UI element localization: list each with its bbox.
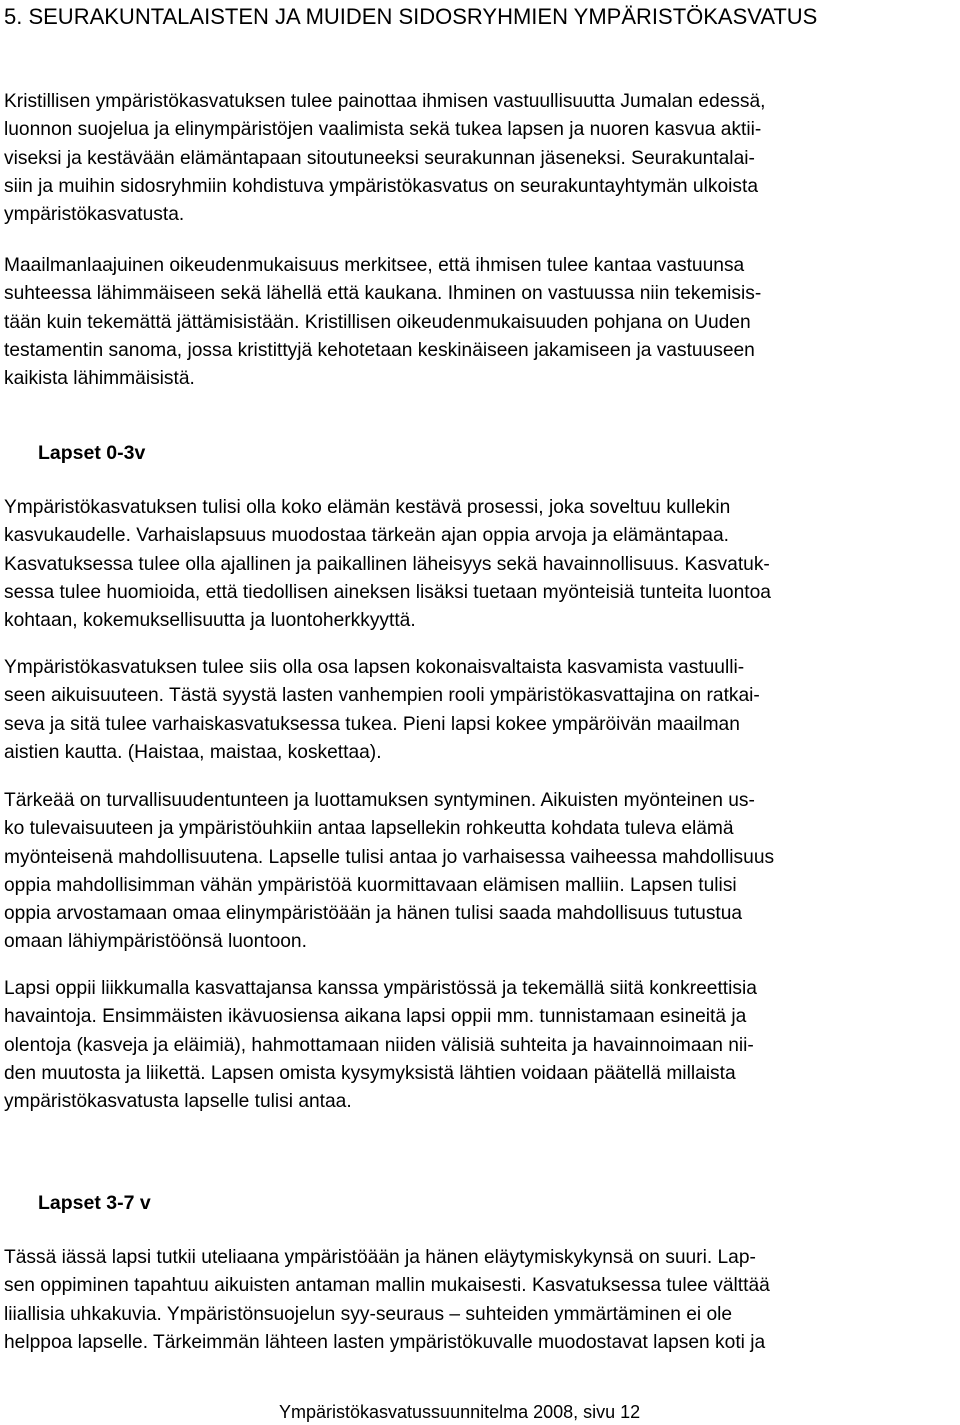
text-line: den muutosta ja liikettä. Lapsen omista kysymyksistä lähtien voidaan päätellä millaista: [4, 1062, 736, 1084]
section-heading-lapset-3-7: Lapset 3-7 v: [38, 1192, 151, 1214]
text-line: ko tulevaisuuteen ja ympäristöuhkiin antaa lapsellekin rohkeutta kohdata tuleva elämä: [4, 818, 734, 840]
text-line: Maailmanlaajuinen oikeudenmukaisuus merkitsee, että ihmisen tulee kantaa vastuunsa: [4, 255, 745, 276]
section-3-7-paragraph-1: [4, 1244, 770, 1357]
text-line: myönteisenä mahdollisuutena. Lapselle tulisi antaa jo varhaisessa vaiheessa mahdollisuus: [4, 846, 775, 868]
text-line: sen oppiminen tapahtuu aikuisten antaman mallin mukaisesti. Kasvatuksessa tulee välttää: [4, 1275, 770, 1297]
text-line: siin ja muihin sidosryhmiin kohdistuva ympäristökasvatus on seurakuntayhtymän ulkoista: [4, 175, 758, 197]
text-line: ympäristökasvatusta.: [4, 204, 185, 226]
section-0-3-paragraph-4: [4, 975, 757, 1116]
text-line: helppoa lapselle. Tärkeimmän lähteen lasten ympäristökuvalle muodostavat lapsen koti ja: [4, 1331, 766, 1353]
text-line: ympäristökasvatusta lapselle tulisi antaa.: [4, 1091, 352, 1113]
text-line: Kristillisen ympäristökasvatuksen tulee painottaa ihmisen vastuullisuutta Jumalan edessä,: [4, 91, 766, 112]
text-line: seva ja sitä tulee varhaiskasvatuksessa tukea. Pieni lapsi kokee ympäröivän maailman: [4, 713, 740, 735]
text-line: kasvukaudelle. Varhaislapsuus muodostaa tärkeän ajan oppia arvoja ja elämäntapaa.: [4, 525, 729, 547]
section-0-3-paragraph-1: [4, 494, 771, 635]
text-line: Tärkeää on turvallisuudentunteen ja luottamuksen syntyminen. Aikuisten myönteinen us-: [4, 790, 755, 811]
intro-paragraph-1: [4, 88, 766, 229]
text-line: kaikista lähimmäisistä.: [4, 368, 195, 390]
text-line: aistien kautta. (Haistaa, maistaa, koskettaa).: [4, 741, 382, 763]
text-line: havaintoja. Ensimmäisten ikävuosiensa aikana lapsi oppii mm. tunnistamaan esineitä ja: [4, 1006, 747, 1028]
text-line: Ympäristökasvatuksen tulisi olla koko elämän kestävä prosessi, joka soveltuu kullekin: [4, 497, 731, 518]
text-line: omaan lähiympäristöönsä luontoon.: [4, 931, 307, 953]
text-line: sessa tulee huomioida, että tiedollisen aineksen lisäksi tuetaan myönteisiä tunteita luontoa: [4, 581, 771, 603]
text-line: testamentin sanoma, jossa kristittyjä kehotetaan keskinäiseen jakamiseen ja vastuuseen: [4, 339, 755, 361]
text-line: liiallisia uhkakuvia. Ympäristönsuojelun syy-seuraus – suhteiden ymmärtäminen ei ole: [4, 1303, 733, 1325]
section-0-3-paragraph-3: [4, 787, 774, 957]
text-line: Tässä iässä lapsi tutkii uteliaana ympäristöään ja hänen eläytymiskykynsä on suuri. Lap-: [4, 1247, 756, 1268]
text-line: oppia mahdollisimman vähän ympäristöä kuormittavaan elämisen malliin. Lapsen tulisi: [4, 874, 737, 896]
page-heading: 5. SEURAKUNTALAISTEN JA MUIDEN SIDOSRYHMIEN YMPÄRISTÖKASVATUS: [4, 4, 818, 29]
text-line: Ympäristökasvatuksen tulee siis olla osa lapsen kokonaisvaltaista kasvamista vastuulli-: [4, 657, 745, 678]
text-line: Kasvatuksessa tulee olla ajallinen ja paikallinen läheisyys sekä havainnollisuus. Kasvatuk-: [4, 553, 770, 575]
text-line: tään kuin tekemättä jättämisistään. Kristillisen oikeudenmukaisuuden pohjana on Uuden: [4, 311, 751, 333]
text-line: oppia arvostamaan omaa elinympäristöään ja hänen tulisi saada mahdollisuus tutustua: [4, 903, 743, 925]
text-line: suhteessa lähimmäiseen sekä lähellä että kaukana. Ihminen on vastuussa niin tekemisis-: [4, 283, 762, 305]
text-line: Lapsi oppii liikkumalla kasvattajansa kanssa ympäristössä ja tekemällä siitä konkreettisia: [4, 978, 757, 999]
text-line: viseksi ja kestävään elämäntapaan sitoutuneeksi seurakunnan jäseneksi. Seurakuntalai-: [4, 147, 755, 169]
section-heading-lapset-0-3: Lapset 0-3v: [38, 442, 146, 464]
text-line: seen aikuisuuteen. Tästä syystä lasten vanhempien rooli ympäristökasvattajina on ratkai-: [4, 685, 760, 707]
text-line: luonnon suojelua ja elinympäristöjen vaalimista sekä tukea lapsen ja nuoren kasvua aktii-: [4, 119, 762, 141]
page-footer: Ympäristökasvatussuunnitelma 2008, sivu 12: [279, 1402, 641, 1422]
intro-paragraph-2: [4, 252, 761, 393]
text-line: olentoja (kasveja ja eläimiä), hahmottamaan niiden välisiä suhteita ja havainnoimaan nii-: [4, 1034, 754, 1056]
text-line: kohtaan, kokemuksellisuutta ja luontoherkkyyttä.: [4, 610, 416, 632]
section-0-3-paragraph-2: [4, 654, 760, 767]
